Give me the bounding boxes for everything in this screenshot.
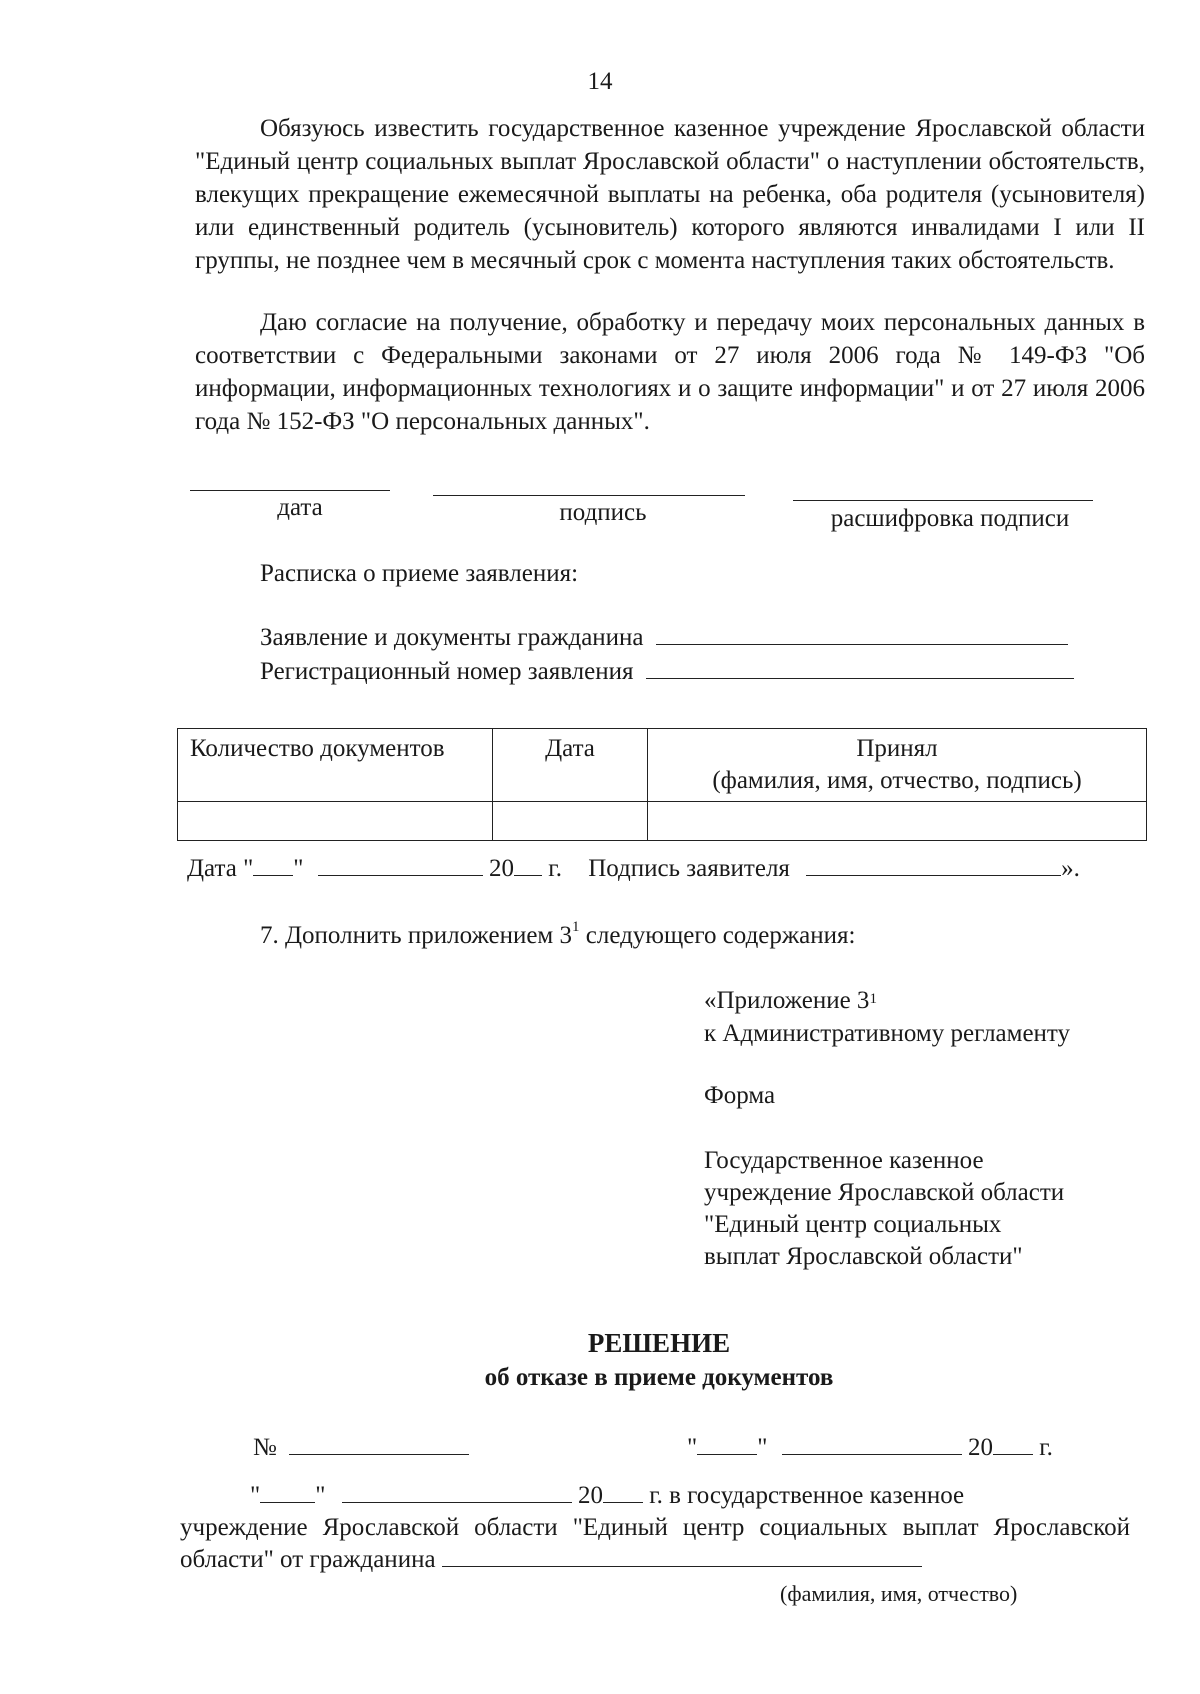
signature-line [433, 495, 745, 496]
citizen-name-field[interactable] [442, 1544, 922, 1567]
body-year-field[interactable] [603, 1480, 643, 1503]
page-number: 14 [587, 68, 613, 95]
cell-accepted[interactable] [648, 802, 1147, 841]
body-line1-end: г. в государственное казенное [649, 1482, 965, 1509]
consent-paragraph: Даю согласие на получение, обработку и передачу моих персональных данных в соответствии с Федеральными законами от 27 июля 2006 года № 149-ФЗ "Об информации, информационных технологиях и о защите информации" и от 27 июля 2006 года № 152-ФЗ "О персональных данных". [195, 309, 1145, 435]
applicant-signature-field[interactable] [806, 853, 1061, 876]
table-row [178, 802, 1147, 841]
header-count: Количество документов [178, 729, 493, 802]
decision-year-suffix: г. [1039, 1434, 1053, 1461]
year-prefix: 20 [489, 855, 515, 882]
decision-date-row [687, 1432, 1053, 1465]
body-year-prefix: 20 [577, 1482, 603, 1509]
fio-caption: (фамилия, имя, отчество) [780, 1581, 1018, 1606]
body-month-field[interactable] [342, 1480, 572, 1503]
decision-date-quote-open: " [687, 1434, 698, 1461]
documents-field[interactable] [656, 622, 1068, 645]
number-sign: № [253, 1434, 277, 1461]
obligation-paragraph: Обязуюсь известить государственное казенное учреждение Ярославской области "Единый центр социальных выплат Ярославской области" о наступлении обстоятельств, влекущих прекращение ежемесячной выплаты на ребенка, оба родителя (усыновителя) или единственный родитель (усыновитель) которого являются инвалидами I или II группы, не позднее чем в месячный срок с момента наступления таких обстоятельств. [195, 115, 1145, 274]
receipt-table [177, 728, 1147, 841]
cell-date[interactable] [493, 802, 648, 841]
date-signature-line [190, 490, 390, 491]
year-field[interactable] [514, 853, 542, 876]
decision-number-row [253, 1432, 469, 1465]
decision-body-line1 [180, 1480, 1130, 1512]
body-quote-open: " [250, 1482, 261, 1509]
receipt-heading: Расписка о приеме заявления: [260, 560, 579, 587]
body-day-field[interactable] [260, 1480, 315, 1503]
org-line-4: выплат Ярославской области" [704, 1243, 1023, 1270]
decision-body-rest: учреждение Ярославской области "Единый центр социальных выплат Ярославской области" от гражданина [180, 1514, 1130, 1573]
decision-year-field[interactable] [993, 1432, 1033, 1455]
org-line-3: "Единый центр социальных [704, 1211, 1002, 1238]
decision-subtitle: об отказе в приеме документов [484, 1364, 834, 1391]
decision-day-field[interactable] [697, 1432, 757, 1455]
decision-title: РЕШЕНИЕ [587, 1328, 731, 1358]
appendix-subtitle: к Административному регламенту [704, 1020, 1071, 1047]
header-date: Дата [493, 729, 648, 802]
date-label: дата [277, 494, 323, 521]
item-7-text: 7. Дополнить приложением 3 [260, 922, 572, 949]
reg-number-row [260, 656, 1074, 689]
cell-count[interactable] [178, 802, 493, 841]
decision-date-quote-close: " [757, 1434, 768, 1461]
reg-number-label: Регистрационный номер заявления [260, 658, 634, 685]
appendix-title-sup: 1 [869, 991, 877, 1007]
day-field[interactable] [253, 853, 293, 876]
decision-year-prefix: 20 [967, 1434, 993, 1461]
date-prefix: Дата " [187, 855, 254, 882]
item-7-sup: 1 [572, 919, 580, 935]
date-quote: " [293, 855, 304, 882]
header-accepted-sub: (фамилия, имя, отчество, подпись) [712, 767, 1082, 794]
decision-number-field[interactable] [289, 1432, 469, 1455]
month-field[interactable] [318, 853, 483, 876]
documents-label: Заявление и документы гражданина [260, 624, 644, 651]
table-header-row [178, 729, 1147, 802]
org-line-1: Государственное казенное [704, 1147, 984, 1174]
signature-label: подпись [559, 499, 647, 526]
appendix-title-text: «Приложение 3 [704, 987, 870, 1014]
item-7-text-after: следующего содержания: [579, 922, 856, 949]
org-line-2: учреждение Ярославской области [704, 1179, 1065, 1206]
applicant-signature-label: Подпись заявителя [588, 855, 790, 882]
body-quote-close: " [315, 1482, 326, 1509]
header-accepted-title: Принял [856, 735, 938, 762]
decision-month-field[interactable] [782, 1432, 962, 1455]
year-suffix: г. [548, 855, 562, 882]
item-7 [260, 920, 855, 953]
decoding-label: расшифровка подписи [830, 505, 1070, 532]
appendix-title [704, 985, 1154, 1017]
documents-row [260, 622, 1068, 655]
closing-quote: ». [1061, 855, 1080, 882]
reg-number-field[interactable] [646, 656, 1074, 679]
header-accepted [648, 729, 1147, 802]
decision-body [180, 1480, 1130, 1576]
date-signature-row [187, 853, 1080, 886]
decoding-signature-line [793, 500, 1093, 501]
form-label: Форма [704, 1082, 776, 1109]
